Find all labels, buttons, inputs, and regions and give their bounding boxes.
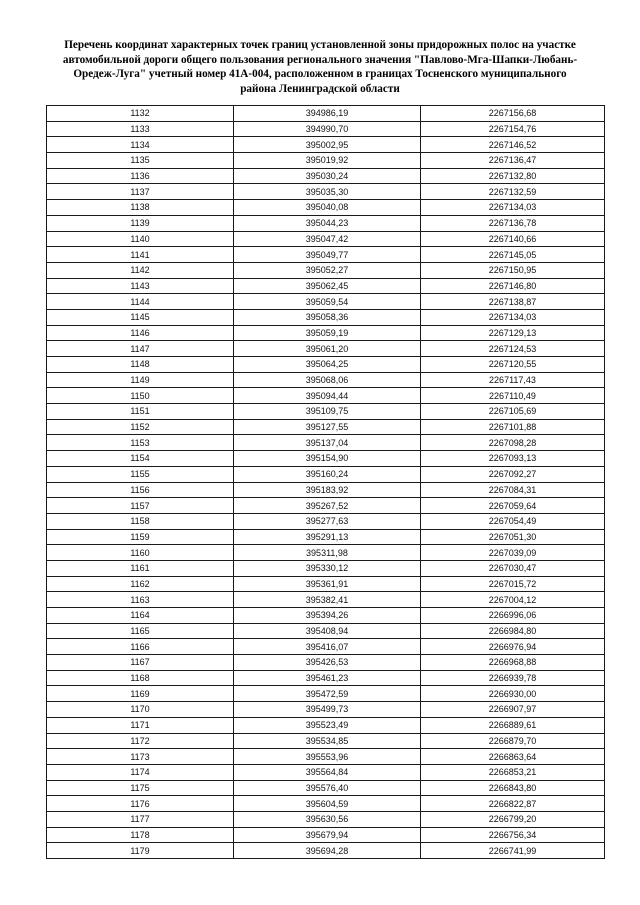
- x-coordinate-cell: 395426,53: [234, 655, 421, 671]
- point-number-cell: 1141: [47, 247, 234, 263]
- x-coordinate-cell: 395062,45: [234, 278, 421, 294]
- y-coordinate-cell: 2266741,99: [421, 843, 605, 859]
- y-coordinate-cell: 2266939,78: [421, 670, 605, 686]
- x-coordinate-cell: 395361,91: [234, 576, 421, 592]
- y-coordinate-cell: 2266930,00: [421, 686, 605, 702]
- y-coordinate-cell: 2267030,47: [421, 560, 605, 576]
- y-coordinate-cell: 2266889,61: [421, 717, 605, 733]
- table-row: [47, 215, 605, 231]
- y-coordinate-cell: 2266863,64: [421, 749, 605, 765]
- point-number-cell: 1165: [47, 623, 234, 639]
- point-number-cell: 1135: [47, 153, 234, 169]
- x-coordinate-cell: 395061,20: [234, 341, 421, 357]
- y-coordinate-cell: 2267093,13: [421, 451, 605, 467]
- table-row: [47, 309, 605, 325]
- y-coordinate-cell: 2266996,06: [421, 608, 605, 624]
- x-coordinate-cell: 395630,56: [234, 811, 421, 827]
- x-coordinate-cell: 395064,25: [234, 357, 421, 373]
- x-coordinate-cell: 394990,70: [234, 121, 421, 137]
- x-coordinate-cell: 395127,55: [234, 419, 421, 435]
- x-coordinate-cell: 395534,85: [234, 733, 421, 749]
- table-row: [47, 168, 605, 184]
- point-number-cell: 1177: [47, 811, 234, 827]
- y-coordinate-cell: 2267134,03: [421, 309, 605, 325]
- y-coordinate-cell: 2267140,66: [421, 231, 605, 247]
- x-coordinate-cell: 395030,24: [234, 168, 421, 184]
- x-coordinate-cell: 395416,07: [234, 639, 421, 655]
- y-coordinate-cell: 2266843,80: [421, 780, 605, 796]
- table-row: [47, 106, 605, 122]
- point-number-cell: 1142: [47, 262, 234, 278]
- y-coordinate-cell: 2267129,13: [421, 325, 605, 341]
- point-number-cell: 1140: [47, 231, 234, 247]
- y-coordinate-cell: 2267039,09: [421, 545, 605, 561]
- y-coordinate-cell: 2267117,43: [421, 372, 605, 388]
- x-coordinate-cell: 395109,75: [234, 404, 421, 420]
- point-number-cell: 1160: [47, 545, 234, 561]
- point-number-cell: 1179: [47, 843, 234, 859]
- table-row: [47, 780, 605, 796]
- table-row: [47, 639, 605, 655]
- table-row: [47, 529, 605, 545]
- point-number-cell: 1174: [47, 764, 234, 780]
- table-row: [47, 749, 605, 765]
- point-number-cell: 1171: [47, 717, 234, 733]
- table-row: [47, 466, 605, 482]
- point-number-cell: 1162: [47, 576, 234, 592]
- x-coordinate-cell: 395183,92: [234, 482, 421, 498]
- x-coordinate-cell: 395564,84: [234, 764, 421, 780]
- x-coordinate-cell: 395047,42: [234, 231, 421, 247]
- x-coordinate-cell: 395604,59: [234, 796, 421, 812]
- x-coordinate-cell: 395291,13: [234, 529, 421, 545]
- y-coordinate-cell: 2267051,30: [421, 529, 605, 545]
- table-row: [47, 294, 605, 310]
- y-coordinate-cell: 2267156,68: [421, 106, 605, 122]
- point-number-cell: 1158: [47, 513, 234, 529]
- table-row: [47, 247, 605, 263]
- point-number-cell: 1144: [47, 294, 234, 310]
- point-number-cell: 1169: [47, 686, 234, 702]
- point-number-cell: 1151: [47, 404, 234, 420]
- table-row: [47, 278, 605, 294]
- x-coordinate-cell: 395523,49: [234, 717, 421, 733]
- x-coordinate-cell: 395694,28: [234, 843, 421, 859]
- y-coordinate-cell: 2267154,76: [421, 121, 605, 137]
- table-row: [47, 764, 605, 780]
- y-coordinate-cell: 2266976,94: [421, 639, 605, 655]
- table-row: [47, 827, 605, 843]
- point-number-cell: 1134: [47, 137, 234, 153]
- x-coordinate-cell: 395576,40: [234, 780, 421, 796]
- y-coordinate-cell: 2267092,27: [421, 466, 605, 482]
- table-row: [47, 357, 605, 373]
- point-number-cell: 1168: [47, 670, 234, 686]
- x-coordinate-cell: 395019,92: [234, 153, 421, 169]
- table-row: [47, 670, 605, 686]
- point-number-cell: 1156: [47, 482, 234, 498]
- x-coordinate-cell: 395049,77: [234, 247, 421, 263]
- table-row: [47, 545, 605, 561]
- title-line: Оредеж-Луга" учетный номер 41А-004, расположенном в границах Тосненского муниципального: [73, 68, 567, 80]
- x-coordinate-cell: 395679,94: [234, 827, 421, 843]
- table-row: [47, 498, 605, 514]
- point-number-cell: 1147: [47, 341, 234, 357]
- table-row: [47, 592, 605, 608]
- y-coordinate-cell: 2267059,64: [421, 498, 605, 514]
- x-coordinate-cell: 395035,30: [234, 184, 421, 200]
- table-row: [47, 733, 605, 749]
- x-coordinate-cell: 395382,41: [234, 592, 421, 608]
- table-row: [47, 513, 605, 529]
- table-row: [47, 655, 605, 671]
- table-row: [47, 231, 605, 247]
- x-coordinate-cell: 395553,96: [234, 749, 421, 765]
- point-number-cell: 1176: [47, 796, 234, 812]
- point-number-cell: 1138: [47, 200, 234, 216]
- table-row: [47, 435, 605, 451]
- table-row: [47, 341, 605, 357]
- y-coordinate-cell: 2267138,87: [421, 294, 605, 310]
- point-number-cell: 1137: [47, 184, 234, 200]
- x-coordinate-cell: 395040,08: [234, 200, 421, 216]
- point-number-cell: 1163: [47, 592, 234, 608]
- y-coordinate-cell: 2267146,80: [421, 278, 605, 294]
- table-row: [47, 576, 605, 592]
- x-coordinate-cell: 395137,04: [234, 435, 421, 451]
- y-coordinate-cell: 2266968,88: [421, 655, 605, 671]
- y-coordinate-cell: 2267101,88: [421, 419, 605, 435]
- x-coordinate-cell: 395044,23: [234, 215, 421, 231]
- coordinates-table-body: [47, 106, 605, 859]
- y-coordinate-cell: 2267146,52: [421, 137, 605, 153]
- coordinates-table: [46, 105, 605, 859]
- table-row: [47, 404, 605, 420]
- x-coordinate-cell: 395499,73: [234, 702, 421, 718]
- x-coordinate-cell: 395461,23: [234, 670, 421, 686]
- x-coordinate-cell: 395267,52: [234, 498, 421, 514]
- y-coordinate-cell: 2267054,49: [421, 513, 605, 529]
- point-number-cell: 1146: [47, 325, 234, 341]
- point-number-cell: 1172: [47, 733, 234, 749]
- x-coordinate-cell: 395330,12: [234, 560, 421, 576]
- y-coordinate-cell: 2267134,03: [421, 200, 605, 216]
- y-coordinate-cell: 2267132,80: [421, 168, 605, 184]
- point-number-cell: 1157: [47, 498, 234, 514]
- table-row: [47, 325, 605, 341]
- y-coordinate-cell: 2267136,47: [421, 153, 605, 169]
- point-number-cell: 1166: [47, 639, 234, 655]
- x-coordinate-cell: 395472,59: [234, 686, 421, 702]
- point-number-cell: 1133: [47, 121, 234, 137]
- table-row: [47, 121, 605, 137]
- x-coordinate-cell: 395059,19: [234, 325, 421, 341]
- table-row: [47, 153, 605, 169]
- y-coordinate-cell: 2267004,12: [421, 592, 605, 608]
- point-number-cell: 1149: [47, 372, 234, 388]
- y-coordinate-cell: 2266879,70: [421, 733, 605, 749]
- x-coordinate-cell: 395277,63: [234, 513, 421, 529]
- x-coordinate-cell: 395094,44: [234, 388, 421, 404]
- title-line: Перечень координат характерных точек границ установленной зоны придорожных полос на участке: [64, 39, 576, 51]
- table-row: [47, 451, 605, 467]
- table-row: [47, 419, 605, 435]
- y-coordinate-cell: 2267132,59: [421, 184, 605, 200]
- table-row: [47, 388, 605, 404]
- table-row: [47, 200, 605, 216]
- y-coordinate-cell: 2266756,34: [421, 827, 605, 843]
- table-row: [47, 811, 605, 827]
- title-line: района Ленинградской области: [240, 82, 400, 95]
- table-row: [47, 137, 605, 153]
- x-coordinate-cell: 395059,54: [234, 294, 421, 310]
- y-coordinate-cell: 2267084,31: [421, 482, 605, 498]
- table-row: [47, 372, 605, 388]
- y-coordinate-cell: 2267136,78: [421, 215, 605, 231]
- table-row: [47, 262, 605, 278]
- point-number-cell: 1155: [47, 466, 234, 482]
- y-coordinate-cell: 2266984,80: [421, 623, 605, 639]
- point-number-cell: 1143: [47, 278, 234, 294]
- point-number-cell: 1170: [47, 702, 234, 718]
- table-row: [47, 482, 605, 498]
- x-coordinate-cell: 395002,95: [234, 137, 421, 153]
- point-number-cell: 1145: [47, 309, 234, 325]
- point-number-cell: 1161: [47, 560, 234, 576]
- point-number-cell: 1136: [47, 168, 234, 184]
- point-number-cell: 1153: [47, 435, 234, 451]
- table-row: [47, 608, 605, 624]
- table-row: [47, 623, 605, 639]
- y-coordinate-cell: 2267015,72: [421, 576, 605, 592]
- table-row: [47, 184, 605, 200]
- table-row: [47, 717, 605, 733]
- x-coordinate-cell: 395408,94: [234, 623, 421, 639]
- point-number-cell: 1173: [47, 749, 234, 765]
- y-coordinate-cell: 2266907,97: [421, 702, 605, 718]
- point-number-cell: 1139: [47, 215, 234, 231]
- point-number-cell: 1159: [47, 529, 234, 545]
- table-row: [47, 796, 605, 812]
- x-coordinate-cell: 395052,27: [234, 262, 421, 278]
- point-number-cell: 1132: [47, 106, 234, 122]
- y-coordinate-cell: 2266822,87: [421, 796, 605, 812]
- document-title: [40, 38, 600, 96]
- point-number-cell: 1148: [47, 357, 234, 373]
- point-number-cell: 1150: [47, 388, 234, 404]
- table-row: [47, 843, 605, 859]
- x-coordinate-cell: 394986,19: [234, 106, 421, 122]
- x-coordinate-cell: 395394,26: [234, 608, 421, 624]
- point-number-cell: 1164: [47, 608, 234, 624]
- x-coordinate-cell: 395311,98: [234, 545, 421, 561]
- y-coordinate-cell: 2267098,28: [421, 435, 605, 451]
- x-coordinate-cell: 395058,36: [234, 309, 421, 325]
- x-coordinate-cell: 395068,06: [234, 372, 421, 388]
- point-number-cell: 1175: [47, 780, 234, 796]
- table-row: [47, 560, 605, 576]
- y-coordinate-cell: 2266853,21: [421, 764, 605, 780]
- x-coordinate-cell: 395160,24: [234, 466, 421, 482]
- y-coordinate-cell: 2267110,49: [421, 388, 605, 404]
- x-coordinate-cell: 395154,90: [234, 451, 421, 467]
- y-coordinate-cell: 2267105,69: [421, 404, 605, 420]
- point-number-cell: 1152: [47, 419, 234, 435]
- y-coordinate-cell: 2267150,95: [421, 262, 605, 278]
- point-number-cell: 1154: [47, 451, 234, 467]
- title-line: автомобильной дороги общего пользования регионального значения "Павлово-Мга-Шапки-Любань-: [62, 53, 578, 66]
- point-number-cell: 1178: [47, 827, 234, 843]
- point-number-cell: 1167: [47, 655, 234, 671]
- table-row: [47, 702, 605, 718]
- y-coordinate-cell: 2267124,53: [421, 341, 605, 357]
- y-coordinate-cell: 2267120,55: [421, 357, 605, 373]
- y-coordinate-cell: 2267145,05: [421, 247, 605, 263]
- y-coordinate-cell: 2266799,20: [421, 811, 605, 827]
- table-row: [47, 686, 605, 702]
